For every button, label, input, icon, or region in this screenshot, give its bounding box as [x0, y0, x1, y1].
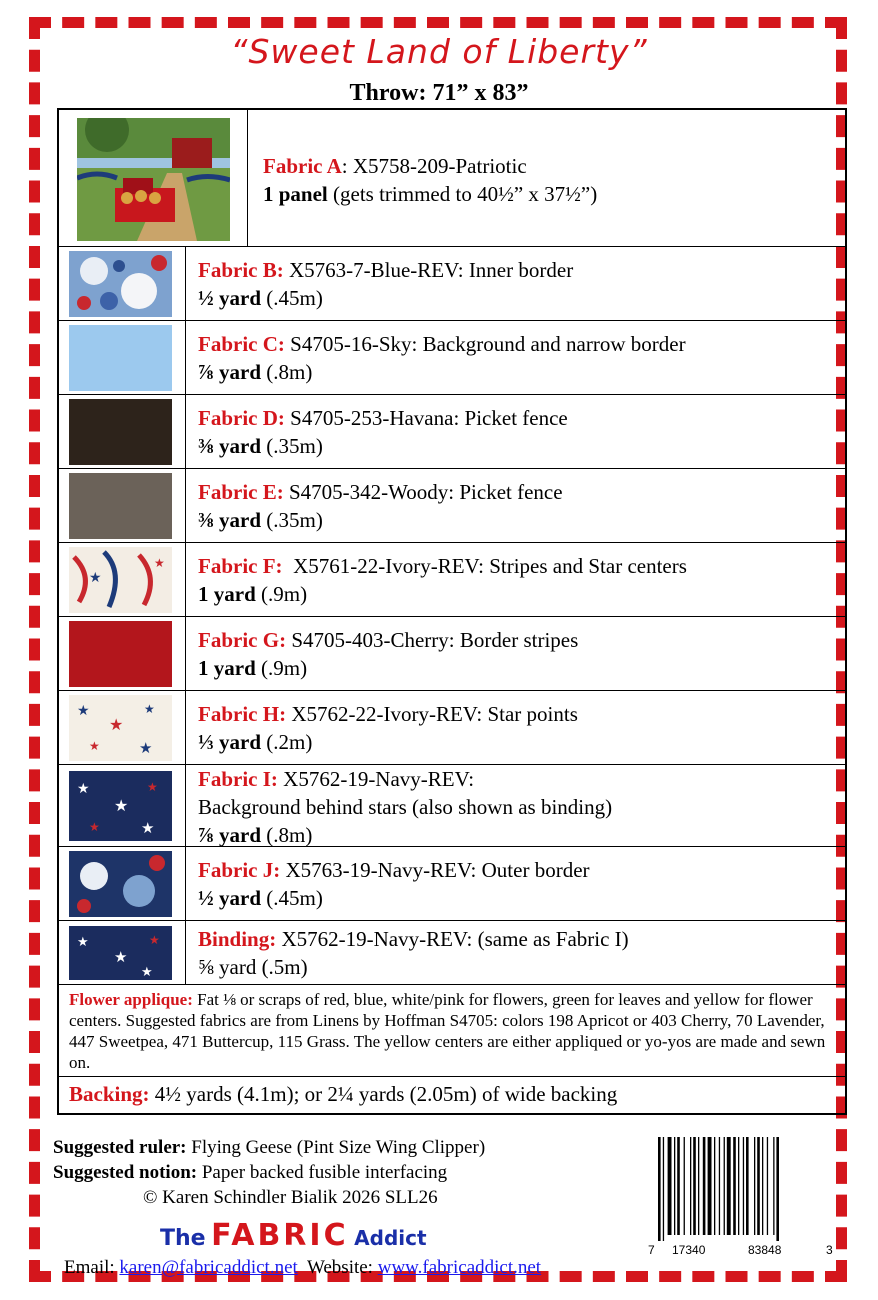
fabric-code: S4705-403-Cherry: Border stripes — [286, 628, 579, 652]
fabric-label: Fabric I: — [198, 767, 278, 791]
fabric-e-text — [198, 478, 563, 534]
table-row — [59, 691, 845, 765]
svg-text:★: ★ — [154, 556, 165, 570]
fabric-f-swatch — [69, 547, 172, 613]
fabric-qty-detail: (.35m) — [261, 508, 323, 532]
svg-text:★: ★ — [114, 950, 128, 966]
fabric-label: Fabric D: — [198, 406, 285, 430]
fabric-qty: ⅓ yard — [198, 730, 261, 754]
table-row — [59, 921, 845, 985]
fabric-qty-detail: (.45m) — [261, 286, 323, 310]
fabric-label: Fabric E: — [198, 480, 284, 504]
fabric-j-swatch — [69, 851, 172, 917]
svg-text:★: ★ — [149, 933, 160, 947]
barcode-digits-right: 83848 — [748, 1243, 782, 1257]
fabric-code: S4705-16-Sky: Background and narrow border — [284, 332, 686, 356]
backing-label: Backing: — [69, 1082, 150, 1106]
svg-text:★: ★ — [147, 780, 158, 794]
fabric-qty-detail: (gets trimmed to 40½” x 37½”) — [327, 182, 598, 206]
fabric-g-text — [198, 626, 578, 682]
svg-text:★: ★ — [141, 964, 153, 979]
fabric-i-text — [198, 765, 612, 849]
svg-text:★: ★ — [89, 739, 100, 753]
svg-text:★: ★ — [77, 934, 89, 949]
fabric-qty: ½ yard — [198, 286, 261, 310]
website-link[interactable]: www.fabricaddict.net — [377, 1257, 542, 1278]
suggested-notion — [53, 1161, 447, 1185]
fabric-i-swatch — [69, 771, 172, 841]
fabric-qty-detail: (.45m) — [261, 886, 323, 910]
fabric-b-text — [198, 256, 573, 312]
table-row — [59, 469, 845, 543]
fabric-a-text — [263, 152, 597, 208]
fabric-label: Fabric C: — [198, 332, 285, 356]
fabric-qty: ½ yard — [198, 886, 261, 910]
fabric-label: Fabric A — [263, 154, 342, 178]
barcode — [648, 1137, 836, 1257]
table-row — [59, 395, 845, 469]
svg-text:★: ★ — [77, 704, 90, 719]
svg-text:★: ★ — [77, 782, 90, 797]
table-row — [59, 765, 845, 847]
fabric-qty: ⅞ yard — [198, 823, 261, 847]
fabric-qty-detail: (.9m) — [255, 582, 308, 606]
binding-text — [198, 925, 629, 981]
flower-applique-row — [59, 985, 845, 1077]
ruler-label: Suggested ruler: — [53, 1137, 187, 1158]
fabric-code: S4705-342-Woody: Picket fence — [283, 480, 563, 504]
fabric-label: Fabric G: — [198, 628, 287, 652]
fabric-d-swatch — [69, 399, 172, 465]
flower-label: Flower applique: — [69, 990, 193, 1009]
fabric-qty-detail: (.35m) — [261, 434, 323, 458]
fabric-code: X5762-19-Navy-REV: (same as Fabric I) — [276, 927, 629, 951]
svg-text:★: ★ — [114, 798, 129, 815]
logo-the: The — [160, 1226, 206, 1251]
table-row — [59, 321, 845, 395]
fabric-label: Fabric F: — [198, 554, 283, 578]
table-row — [59, 847, 845, 921]
fabric-g-swatch — [69, 621, 172, 687]
svg-text:★: ★ — [109, 717, 124, 734]
backing-text: 4½ yards (4.1m); or 2¼ yards (2.05m) of wide backing — [149, 1082, 618, 1106]
fabric-code: : X5758-209-Patriotic — [341, 154, 527, 178]
email-link[interactable]: karen@fabricaddict.net — [119, 1257, 298, 1278]
backing-row — [59, 1077, 845, 1113]
fabric-label: Fabric B: — [198, 258, 284, 282]
svg-text:★: ★ — [139, 741, 153, 757]
suggested-ruler — [53, 1136, 485, 1160]
binding-swatch — [69, 926, 172, 980]
fabric-code: X5762-19-Navy-REV: — [277, 767, 475, 791]
fabric-addict-logo — [160, 1218, 520, 1258]
table-row — [59, 617, 845, 691]
logo-fabric: FABRIC — [211, 1218, 349, 1253]
fabric-j-text — [198, 856, 590, 912]
fabric-e-swatch — [69, 473, 172, 539]
fabric-qty: 1 yard — [198, 582, 256, 606]
fabric-use: Background behind stars (also shown as binding) — [198, 795, 613, 819]
fabric-d-text — [198, 404, 568, 460]
fabric-qty-detail: (.9m) — [255, 656, 308, 680]
table-row — [59, 543, 845, 617]
fabric-qty: ⅞ yard — [198, 360, 261, 384]
fabric-f-text — [198, 552, 687, 608]
flower-text: Fat ⅛ or scraps of red, blue, white/pink for flowers, green for leaves and yellow for flower centers. Suggested fabrics are from Linens by Hoffman S4705: colors 198 Apricot or 403 Cherry, 70 Lavender, 447 Sweetpea, 471 Buttercup, 115 Grass. The yellow centers are either appliqued or yo-yos are made and sewn on. — [69, 990, 826, 1072]
svg-text:★: ★ — [141, 821, 155, 837]
fabric-qty-detail: (.2m) — [261, 730, 313, 754]
fabric-qty-detail: (.8m) — [261, 823, 313, 847]
fabric-code: X5763-7-Blue-REV: Inner border — [283, 258, 574, 282]
fabric-b-swatch — [69, 251, 172, 317]
barcode-digit-last: 3 — [826, 1243, 833, 1257]
fabric-qty: ⅜ yard — [198, 434, 261, 458]
flower-applique-note — [59, 985, 845, 1077]
barcode-digit-1: 7 — [648, 1243, 655, 1257]
copyright: © Karen Schindler Bialik 2026 SLL26 — [143, 1187, 438, 1208]
fabric-code: X5761-22-Ivory-REV: Stripes and Star centers — [282, 554, 687, 578]
fabric-qty-detail: ⅝ yard (.5m) — [198, 955, 308, 979]
website-label: Website: — [297, 1257, 378, 1278]
contact-line — [64, 1256, 541, 1280]
fabric-h-swatch — [69, 695, 172, 761]
svg-text:★: ★ — [89, 571, 102, 586]
email-label: Email: — [64, 1257, 120, 1278]
fabric-qty: ⅜ yard — [198, 508, 261, 532]
fabric-h-text — [198, 700, 578, 756]
backing-note — [59, 1077, 845, 1111]
svg-text:★: ★ — [89, 820, 100, 834]
fabric-qty-detail: (.8m) — [261, 360, 313, 384]
barcode-digits-left: 17340 — [672, 1243, 706, 1257]
logo-addict: Addict — [354, 1226, 427, 1250]
svg-text:★: ★ — [144, 702, 155, 716]
notion-label: Suggested notion: — [53, 1162, 198, 1183]
fabric-code: X5763-19-Navy-REV: Outer border — [280, 858, 590, 882]
fabric-label: Fabric H: — [198, 702, 287, 726]
page-title: “Sweet Land of Liberty” — [230, 32, 648, 71]
fabric-code: S4705-253-Havana: Picket fence — [284, 406, 568, 430]
ruler-text: Flying Geese (Pint Size Wing Clipper) — [186, 1137, 486, 1158]
table-row — [59, 247, 845, 321]
fabric-label: Fabric J: — [198, 858, 281, 882]
notion-text: Paper backed fusible interfacing — [197, 1162, 448, 1183]
fabric-table — [57, 108, 847, 1115]
page-subtitle: Throw: 71” x 83” — [349, 80, 529, 106]
fabric-c-text — [198, 330, 686, 386]
fabric-c-swatch — [69, 325, 172, 391]
fabric-code: X5762-22-Ivory-REV: Star points — [286, 702, 578, 726]
panel-image — [77, 118, 230, 241]
fabric-label: Binding: — [198, 927, 277, 951]
table-row — [59, 110, 845, 247]
fabric-qty: 1 panel — [263, 182, 328, 206]
fabric-qty: 1 yard — [198, 656, 256, 680]
